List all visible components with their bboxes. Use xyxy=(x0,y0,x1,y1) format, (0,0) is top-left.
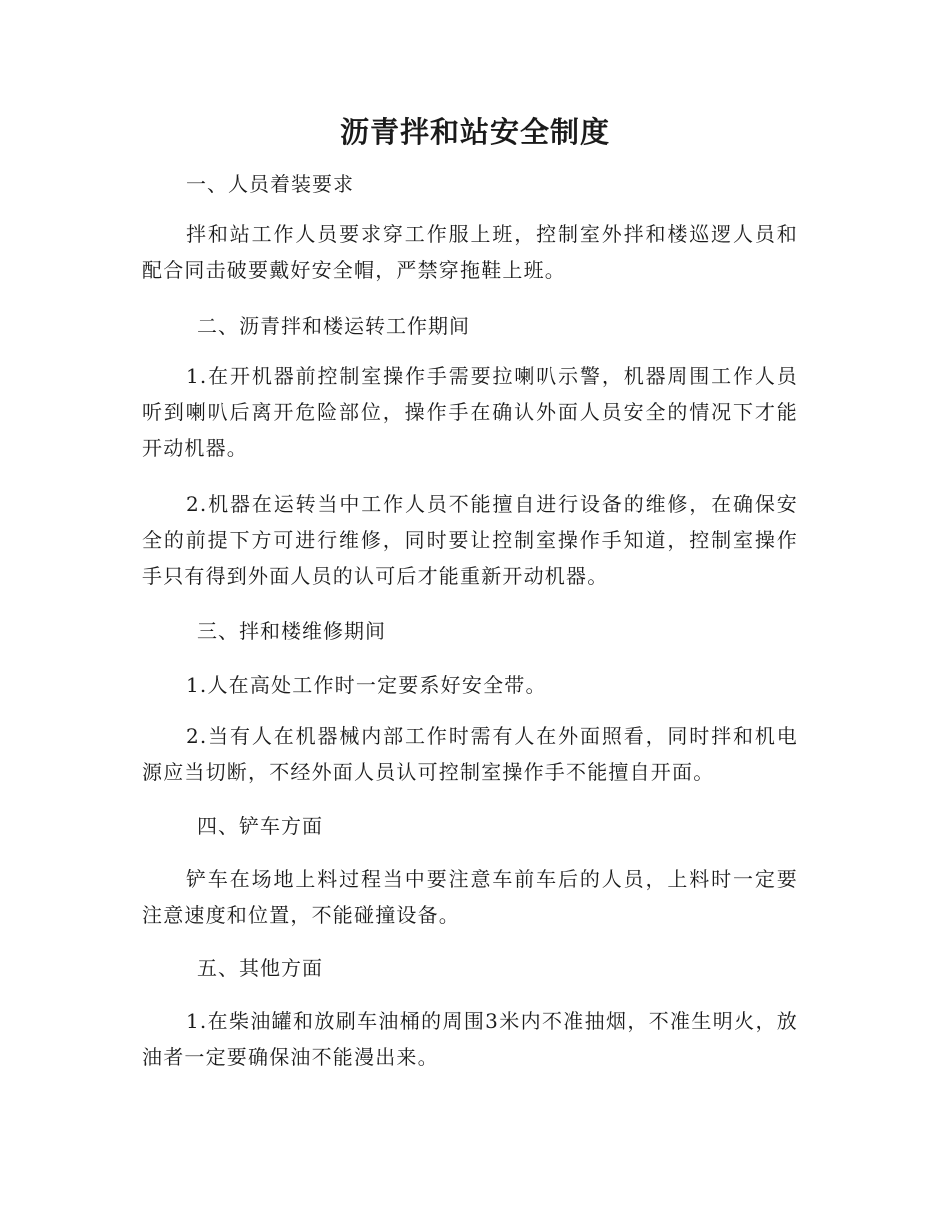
section-heading-loader: 四、铲车方面 xyxy=(197,814,323,838)
section-1-paragraph-1: 拌和站工作人员要求穿工作服上班，控制室外拌和楼巡逻人员和配合同击破要戴好安全帽，严禁穿拖鞋上班。 xyxy=(142,222,798,282)
section-3-paragraph-1: 1.人在高处工作时一定要系好安全带。 xyxy=(186,673,547,697)
section-heading-operation-period: 二、沥青拌和楼运转工作期间 xyxy=(197,314,470,338)
section-5-paragraph-1: 1.在柴油罐和放刷车油桶的周围3米内不准抽烟，不准生明火，放油者一定要确保油不能漫出来。 xyxy=(142,1009,798,1069)
section-4-paragraph-1: 铲车在场地上料过程当中要注意车前车后的人员，上料时一定要注意速度和位置，不能碰撞设备。 xyxy=(142,867,798,927)
section-2-paragraph-1: 1.在开机器前控制室操作手需要拉喇叭示警，机器周围工作人员听到喇叭后离开危险部位，操作手在确认外面人员安全的情况下才能开动机器。 xyxy=(142,364,798,460)
section-heading-maintenance-period: 三、拌和楼维修期间 xyxy=(197,619,386,643)
section-heading-other: 五、其他方面 xyxy=(197,956,323,980)
page-title: 沥青拌和站安全制度 xyxy=(339,115,610,149)
section-2-paragraph-2: 2.机器在运转当中工作人员不能擅自进行设备的维修，在确保安全的前提下方可进行维修，同时要让控制室操作手知道，控制室操作手只有得到外面人员的认可后才能重新开动机器。 xyxy=(142,492,798,588)
section-3-paragraph-2: 2.当有人在机器械内部工作时需有人在外面照看，同时拌和机电源应当切断，不经外面人员认可控制室操作手不能擅自开面。 xyxy=(142,724,798,784)
section-heading-personnel-attire: 一、人员着装要求 xyxy=(186,172,354,196)
